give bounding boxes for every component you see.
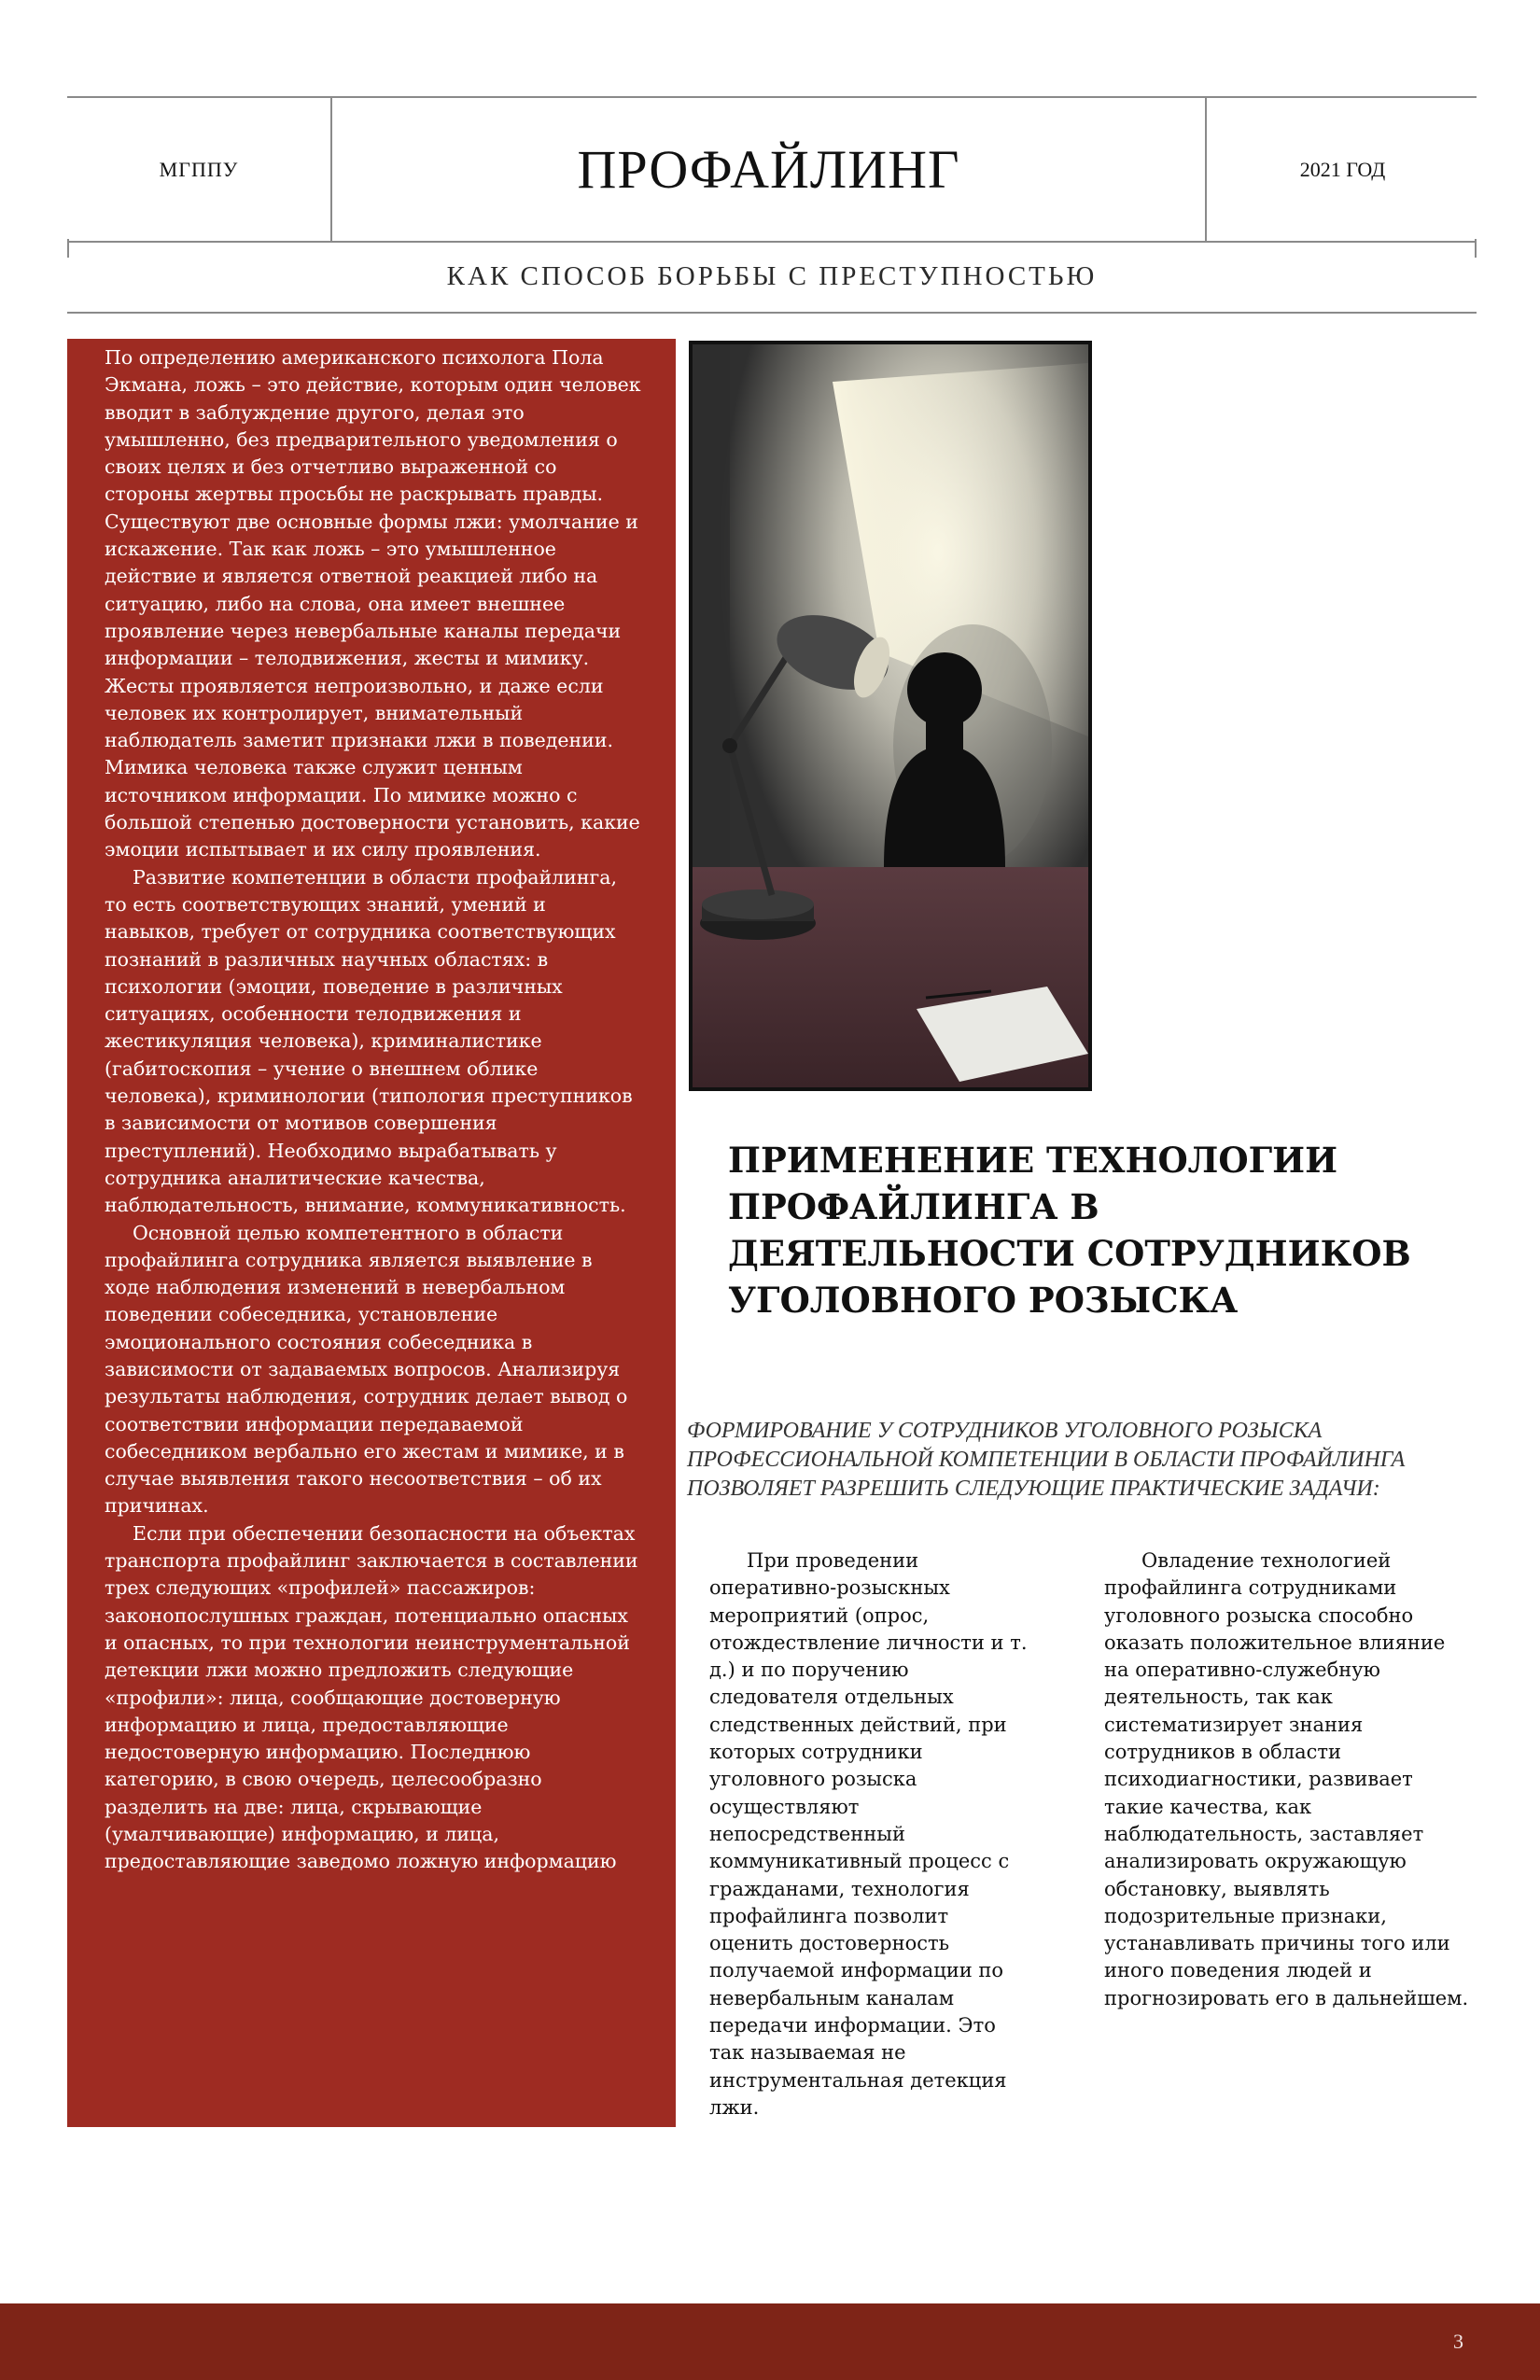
column-a-text: При проведении оперативно-розыскных мероприятий (опрос, отождествление личности и т. д.) и по поручению следователя отдельных следственных действий, при которых сотрудники уголовного розыска осуществляют непосредственный коммуникативный процесс с гражданами, технология профайлинга позволит оценить достоверность получаемой информации по невербальным каналам передачи информации. Это так называемая не инструментальная детекция лжи. bbox=[709, 1549, 1028, 2119]
tasks-intro: ФОРМИРОВАНИЕ У СОТРУДНИКОВ УГОЛОВНОГО РОЗЫСКА ПРОФЕССИОНАЛЬНОЙ КОМПЕТЕНЦИИ В ОБЛАСТИ ПРОФАЙЛИНГА ПОЗВОЛЯЕТ РАЗРЕШИТЬ СЛЕДУЮЩИЕ ПРАКТИЧЕСКИЕ ЗАДАЧИ: bbox=[687, 1419, 1406, 1501]
interrogation-illustration-svg bbox=[693, 344, 1088, 1087]
article-headline: ПРИМЕНЕНИЕ ТЕХНОЛОГИИ ПРОФАЙЛИНГА В ДЕЯТЕЛЬНОСТИ СОТРУДНИКОВ УГОЛОВНОГО РОЗЫСКА bbox=[728, 1140, 1411, 1321]
left-column bbox=[67, 339, 676, 2127]
column-b bbox=[1104, 1547, 1473, 2012]
masthead-institution: МГППУ bbox=[67, 98, 332, 241]
left-paragraph: Основной целью компетентного в области профайлинга сотрудника является выявление в ходе наблюдения изменений в невербальном поведении собеседника, установление эмоционального состояния собеседника в зависимости от задаваемых вопросов. Анализируя результаты наблюдения, сотрудник делает вывод о соответствии информации передаваемой собеседником вербально его жестам и мимике, и в случае выявления такого несоответствия – об их причинах. bbox=[105, 1221, 628, 1518]
left-paragraph: Если при обеспечении безопасности на объектах транспорта профайлинг заключается в составлении трех следующих «профилей» пассажиров: законопослушных граждан, потенциально опасных и опасных, то при технологии неинструментальной детекции лжи можно предложить следующие «профили»: лица, сообщающие достоверную информацию и лица, предоставляющие недостоверную информацию. Последнюю категорию, в свою очередь, целесообразно разделить на две: лица, скрывающие (умалчивающие) информацию, и лица, предоставляющие заведомо ложную информацию bbox=[105, 1521, 638, 1873]
left-paragraph: Развитие компетенции в области профайлинга, то есть соответствующих знаний, умений и навыков, требует от сотрудника соответствующих познаний в различных научных областях: в психологии (эмоции, поведение в различных ситуациях, особенности телодвижения и жестикуляция человека), криминалистике (габитоскопия – учение о внешнем облике человека), криминологии (типология преступников в зависимости от мотивов совершения преступлений). Необходимо вырабатывать у сотрудника аналитические качества, наблюдательность, внимание, коммуникативность. bbox=[105, 865, 633, 1217]
masthead bbox=[67, 96, 1477, 243]
masthead-title: ПРОФАЙЛИНГ bbox=[577, 139, 960, 200]
column-b-text: Овладение технологией профайлинга сотрудниками уголовного розыска способно оказать положительное влияние на оперативно-служебную деятельность, так как систематизирует знания сотрудников в области психодиагностики, развивает такие качества, как наблюдательность, заставляет анализировать окружающую обстановку, выявлять подозрительные признаки, устанавливать причины того или иного поведения людей и прогнозировать его в дальнейшем. bbox=[1104, 1549, 1469, 2009]
masthead-year: 2021 ГОД bbox=[1205, 98, 1478, 241]
page-number: 3 bbox=[1453, 2330, 1463, 2353]
left-paragraph: По определению американского психолога Пола Экмана, ложь – это действие, которым один человек вводит в заблуждение другого, делая это умышленно, без предварительного уведомления о своих целях и без отчетливо выраженной со стороны жертвы просьбы не раскрывать правды. Существуют две основные формы лжи: умолчание и искажение. Так как ложь – это умышленное действие и является ответной реакцией либо на ситуацию, либо на слова, она имеет внешнее проявление через невербальные каналы передачи информации – телодвижения, жесты и мимику. Жесты проявляется непроизвольно, и даже если человек их контролирует, внимательный наблюдатель заметит признаки лжи в поведении. Мимика человека также служит ценным источником информации. По мимике можно с большой степенью достоверности установить, какие эмоции испытывает и их силу проявления. bbox=[105, 346, 641, 861]
interrogation-illustration bbox=[689, 341, 1092, 1091]
page-subtitle: КАК СПОСОБ БОРЬБЫ С ПРЕСТУПНОСТЬЮ bbox=[67, 241, 1477, 314]
column-a bbox=[709, 1547, 1031, 2121]
footer-bar bbox=[0, 2303, 1540, 2380]
